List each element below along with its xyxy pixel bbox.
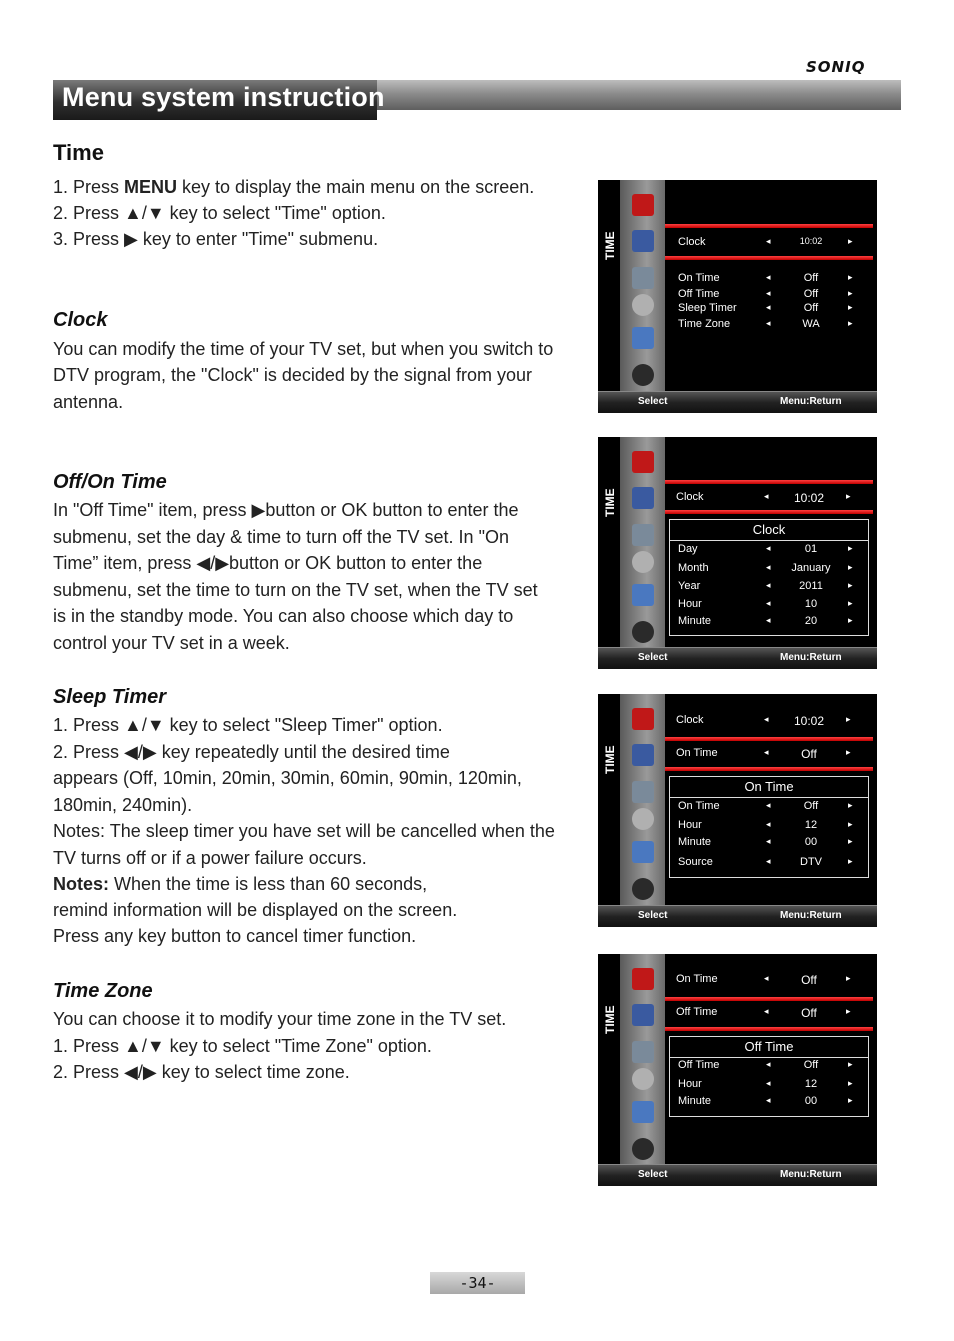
time-menu-icon	[632, 781, 654, 803]
submenu-row-year[interactable]: Year ◂ 2011 ▸	[678, 580, 853, 592]
selection-bar-top	[665, 737, 873, 741]
time-menu-icon	[632, 1041, 654, 1063]
setup-menu-icon	[632, 294, 654, 316]
offon-text-5: is in the standby mode. You can also choose which day to	[53, 606, 514, 626]
channel-menu-icon	[632, 621, 654, 643]
setup-menu-icon	[632, 1068, 654, 1090]
panel-vertical-label: TIME	[603, 231, 617, 260]
menu-row-on-time[interactable]: On Time ◂ Off ▸	[676, 747, 851, 761]
footer-select-hint: Select	[638, 910, 668, 921]
tv-menu-clock-panel	[598, 437, 877, 669]
tv-menu-off-time-panel	[598, 954, 877, 1186]
footer-return-hint: Menu:Return	[780, 1169, 842, 1180]
menu-row-off-time[interactable]: Off Time ◂ Off ▸	[678, 288, 853, 300]
sleep-notes-3: Press any key button to cancel timer function.	[53, 926, 417, 946]
sleep-notes-2: remind information will be displayed on the screen.	[53, 900, 458, 920]
clock-text-1: You can modify the time of your TV set, but when you switch to	[53, 339, 554, 359]
panel-vertical-label: TIME	[603, 1005, 617, 1034]
sleep-text-5: Notes: The sleep timer you have set will be cancelled when the	[53, 821, 555, 841]
section-heading-time: Time	[53, 140, 104, 165]
panel-vertical-label: TIME	[603, 488, 617, 517]
zone-text-3: 2. Press ◀/▶ key to select time zone.	[53, 1062, 350, 1082]
sleep-text-2: 2. Press ◀/▶ key repeatedly until the desired time	[53, 742, 450, 762]
submenu-row-hour[interactable]: Hour ◂ 10 ▸	[678, 598, 853, 610]
tv-menu-on-time-panel	[598, 694, 877, 927]
sleep-text-3: appears (Off, 10min, 20min, 30min, 60min, 90min, 120min,	[53, 768, 522, 788]
sleep-text-4: 180min, 240min).	[53, 795, 193, 815]
section-heading-clock: Clock	[53, 309, 108, 331]
footer-return-hint: Menu:Return	[780, 396, 842, 407]
menu-row-off-time[interactable]: Off Time ◂ Off ▸	[676, 1006, 851, 1020]
sound-menu-icon	[632, 1004, 654, 1026]
submenu-row-minute[interactable]: Minute ◂ 00 ▸	[678, 1095, 853, 1107]
selection-bar-bottom	[665, 256, 873, 260]
section-heading-zone: Time Zone	[53, 980, 153, 1002]
screen-menu-icon	[632, 841, 654, 863]
sleep-text-1: 1. Press ▲/▼ key to select "Sleep Timer" option.	[53, 715, 443, 735]
submenu-row-month[interactable]: Month ◂ January ▸	[678, 562, 853, 574]
offon-text-2: submenu, set the day & time to turn off the TV set. In "On	[53, 527, 509, 547]
offon-text-4: submenu, set the time to turn on the TV set, when the TV set	[53, 580, 538, 600]
time-menu-icon	[632, 524, 654, 546]
submenu-row-day[interactable]: Day ◂ 01 ▸	[678, 543, 853, 555]
selection-bar-top	[665, 480, 873, 484]
channel-menu-icon	[632, 364, 654, 386]
footer-select-hint: Select	[638, 652, 668, 663]
sound-menu-icon	[632, 487, 654, 509]
intro-line-3: 3. Press ▶ key to enter "Time" submenu.	[53, 229, 379, 249]
offon-text-1: In "Off Time" item, press ▶button or OK button to enter the	[53, 500, 519, 520]
page-title: Menu system instruction	[62, 82, 385, 112]
menu-row-time-zone[interactable]: Time Zone ◂ WA ▸	[678, 318, 853, 330]
footer-select-hint: Select	[638, 396, 668, 407]
submenu-row-minute[interactable]: Minute ◂ 00 ▸	[678, 836, 853, 848]
selection-bar-top	[665, 224, 873, 228]
footer-return-hint: Menu:Return	[780, 910, 842, 921]
screen-menu-icon	[632, 327, 654, 349]
picture-menu-icon	[632, 708, 654, 730]
menu-row-clock[interactable]: Clock ◂ 10:02 ▸	[678, 236, 853, 248]
clock-text-3: antenna.	[53, 392, 124, 412]
selection-bar-top	[665, 997, 873, 1001]
page-number: -34-	[430, 1272, 525, 1294]
selection-bar-bottom	[665, 510, 873, 514]
menu-row-on-time[interactable]: On Time ◂ Off ▸	[676, 973, 851, 987]
zone-text-1: You can choose it to modify your time zone in the TV set.	[53, 1009, 507, 1029]
panel-footer	[598, 1164, 877, 1186]
submenu-title: On Time	[670, 779, 868, 798]
selection-bar-bottom	[665, 1027, 873, 1031]
brand-logo: SONIQ	[806, 58, 866, 76]
time-menu-icon	[632, 267, 654, 289]
footer-return-hint: Menu:Return	[780, 652, 842, 663]
menu-row-on-time[interactable]: On Time ◂ Off ▸	[678, 272, 853, 284]
intro-line-2: 2. Press ▲/▼ key to select "Time" option.	[53, 203, 386, 223]
panel-footer	[598, 391, 877, 413]
channel-menu-icon	[632, 878, 654, 900]
zone-text-2: 1. Press ▲/▼ key to select "Time Zone" option.	[53, 1036, 432, 1056]
panel-footer	[598, 647, 877, 669]
submenu-row-source[interactable]: Source ◂ DTV ▸	[678, 856, 853, 868]
submenu-row-on-time[interactable]: On Time ◂ Off ▸	[678, 800, 853, 812]
picture-menu-icon	[632, 194, 654, 216]
panel-footer	[598, 905, 877, 927]
picture-menu-icon	[632, 968, 654, 990]
offon-text-3: Time” item, press ◀/▶button or OK button to enter the	[53, 553, 483, 573]
channel-menu-icon	[632, 1138, 654, 1160]
setup-menu-icon	[632, 808, 654, 830]
setup-menu-icon	[632, 551, 654, 573]
intro-line-1: 1. Press MENU key to display the main menu on the screen.	[53, 177, 535, 197]
submenu-title: Off Time	[670, 1039, 868, 1058]
menu-row-clock[interactable]: Clock ◂ 10:02 ▸	[676, 714, 851, 728]
submenu-title: Clock	[670, 522, 868, 541]
clock-text-2: DTV program, the "Clock" is decided by the signal from your	[53, 365, 532, 385]
screen-menu-icon	[632, 1101, 654, 1123]
menu-row-clock[interactable]: Clock ◂ 10:02 ▸	[676, 491, 851, 505]
picture-menu-icon	[632, 451, 654, 473]
menu-row-sleep-timer[interactable]: Sleep Timer ◂ Off ▸	[678, 302, 853, 314]
screen-menu-icon	[632, 584, 654, 606]
submenu-row-off-time[interactable]: Off Time ◂ Off ▸	[678, 1059, 853, 1071]
offon-text-6: control your TV set in a week.	[53, 633, 290, 653]
selection-bar-bottom	[665, 767, 873, 771]
sound-menu-icon	[632, 230, 654, 252]
sleep-notes-1: Notes: When the time is less than 60 seconds,	[53, 874, 428, 894]
submenu-row-minute[interactable]: Minute ◂ 20 ▸	[678, 615, 853, 627]
sleep-text-6: TV turns off or if a power failure occurs.	[53, 848, 367, 868]
sound-menu-icon	[632, 744, 654, 766]
section-heading-offon: Off/On Time	[53, 471, 167, 493]
submenu-row-hour[interactable]: Hour ◂ 12 ▸	[678, 819, 853, 831]
footer-select-hint: Select	[638, 1169, 668, 1180]
panel-vertical-label: TIME	[603, 745, 617, 774]
tv-menu-time-panel	[598, 180, 877, 413]
section-heading-sleep: Sleep Timer	[53, 686, 167, 708]
submenu-row-hour[interactable]: Hour ◂ 12 ▸	[678, 1078, 853, 1090]
